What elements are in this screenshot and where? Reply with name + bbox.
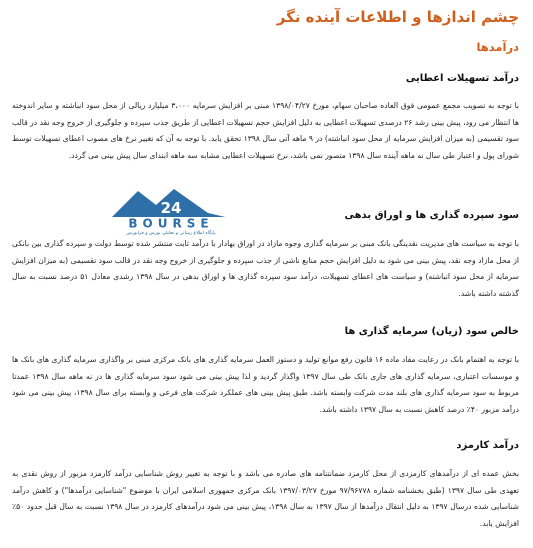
logo-numeral: 24 [160,199,182,217]
section-subtitle: درآمدها [476,40,519,54]
heading-deposit-income: سود سپرده گذاری ها و اوراق بدهی [344,210,519,221]
paragraph-investment-income: با توجه به اهتمام بانک در رعایت مفاد ماده ۱۶ قانون رفع موانع تولید و دستور العمل سرمایه گذاری های بانک مرکزی مبنی بر واگذاری سرمایه گذاری های بانک ها و موسسات اعتباری، سرمایه گذاری های جاری بانک طی سال ۱۳۹۷ واگذار گردید و لذا پیش بینی می شود سود سرمایه گذاری ها در نه ماهه سال ۱۳۹۸ عمدتا مربوط به سود سرمایه گذاری های بلند مدت شرکت وابسته باشد. طبق پیش بینی های عملکرد شرکت های فرعی و وابسته برای سال ۱۳۹۸، پیش بینی می شود درآمد مزبور ۴۰٪ درصد کاهش نسبت به سال ۱۳۹۷ داشته باشد. [12,355,519,414]
bourse24-logo [98,183,244,235]
paragraph-deposit-income: با توجه به سیاست های مدیریت نقدینگی بانک مبنی بر سرمایه گذاری وجوه مازاد در اوراق بهادار با درآمد ثابت منتشر شده توسط دولت و سپرده گذاری بین بانکی از محل مازاد وجه نقد، پیش بینی می شود به دلیل افزایش حجم منابع ناشی از جذب سپرده و جلوگیری از خروج وجه نقد در قالب سود تقسیمی (به میزان افزایش سرمایه از محل سود انباشته) و سیاست های اعطای تسهیلات، درآمد سود سپرده گذاری ها و اوراق بدهی در سال ۱۳۹۸ رشدی معادل ۵۱ درصد نسبت به سال گذشته داشته باشد. [12,239,519,298]
paragraph-loan-income: با توجه به تصویب مجمع عمومی فوق العاده صاحبان سهام، مورخ ۱۳۹۸/۰۴/۲۷ مبنی بر افزایش سرمایه ۳،۰۰۰ میلیارد ریالی از محل سود انباشته و سایر اندوخته ها انتظار می رود، پیش بینی رشد ۲۶ درصدی تسهیلات اعطایی به دلیل افزایش حجم تسهیلات اعطایی از طریق جذب سپرده و جلوگیری از خروج وجه نقد در قالب سود تقسیمی (به میزان افزایش سرمایه از محل سود انباشته) در ۹ ماهه آتی سال ۱۳۹۸ تحقق یابد. با توجه به آن که تغییر نرخ های مصوب اعطای تسهیلات توسط شورای پول و اعتبار طی سال نه ماهه آینده سال ۱۳۹۸ متصور نمی باشد، نرخ تسهیلات اعطایی مشابه سه ماهه ابتدای سال پیش بینی می گردد. [11,101,520,160]
logo-wordmark: BOURSE [128,216,214,231]
logo-tagline: پایگاه اطلاع رسانی و تحلیلی بورس و فرابورس [126,231,216,235]
paragraph-fee-income: بخش عمده ای از درآمدهای کارمزدی از محل کارمزد ضمانتنامه های صادره می باشد و با توجه به تغییر روش شناسایی درآمد کارمزد مزبور از روش نقدی به تعهدی طی سال ۱۳۹۷ (طبق بخشنامه شماره ۹۷/۹۶۷۷۸ مورخ ۱۳۹۷/۰۳/۲۷ بانک مرکزی جمهوری اسلامی ایران با موضوع "شناسایی درآمدها") و کاهش درآمد شناسایی شده درسال ۱۳۹۷ به دلیل انتقال درآمدها از سال ۱۳۹۷ به سال ۱۳۹۸، پیش بینی می شود درآمدهای کارمزد در سال ۱۳۹۸ نسبت به سال قبل حدود ۵۰٪ افزایش یابد. [12,469,520,528]
bourse24-logo-graphic [98,183,244,235]
heading-loan-income: درآمد تسهیلات اعطایی [405,73,519,84]
heading-investment-income: خالص سود (زیان) سرمایه گذاری ها [344,326,519,337]
heading-fee-income: درآمد کارمزد [456,440,519,451]
page-title: چشم اندازها و اطلاعات آینده نگر [276,8,519,26]
